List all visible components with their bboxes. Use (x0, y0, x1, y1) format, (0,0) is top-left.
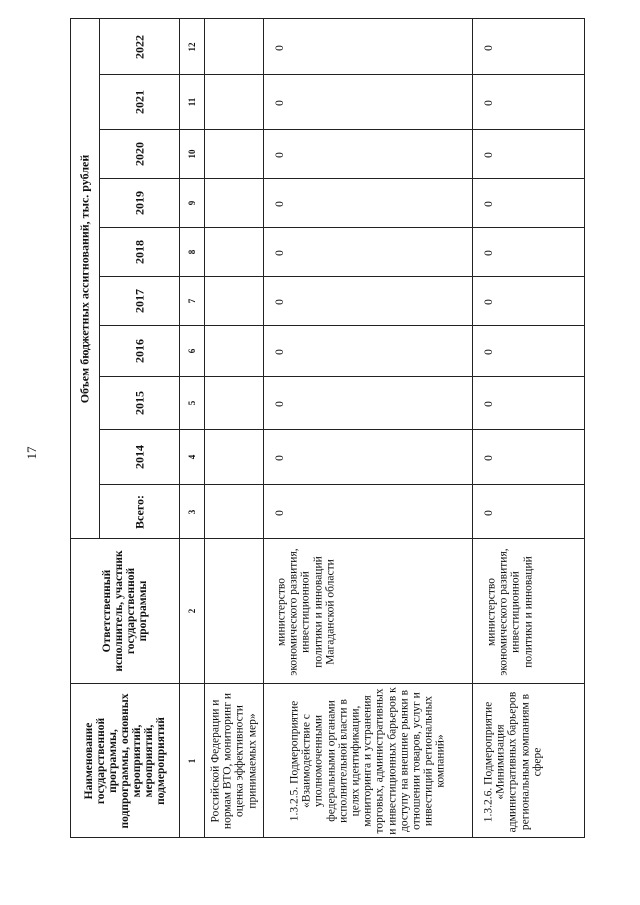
col-number (179, 538, 205, 684)
row2-value-cell (263, 429, 473, 485)
header-col1: Наименование государственной программы, подпрограммы, основных мероприятий, мероприятий, подмероприятий (83, 693, 167, 828)
row2-value-cell (263, 18, 473, 75)
row3-value: 0 (483, 100, 495, 106)
row3-value: 0 (483, 299, 495, 305)
row1-name: Российской Федерации и нормам ВТО, мониторинг и оценка эффективности принимаемых мер» (209, 692, 259, 829)
header-year-cell (99, 178, 180, 228)
row2-value: 0 (274, 201, 286, 207)
col-number-text: 8 (187, 249, 197, 255)
col-number-text: 7 (187, 298, 197, 304)
col-number-text: 4 (187, 454, 197, 460)
col-number-text: 2 (187, 608, 197, 614)
col-number-text: 3 (187, 509, 197, 514)
row2-value: 0 (274, 100, 286, 106)
header-total: Всего: (132, 494, 146, 529)
col-number (179, 178, 205, 228)
col-number-text: 6 (187, 348, 197, 354)
col-number (179, 429, 205, 485)
row3-name: 1.3.2.6. Подмероприятие «Минимизация административных барьеров региональным компаниям в сфере (482, 691, 544, 832)
col-number (179, 74, 205, 130)
header-year-cell (99, 376, 180, 430)
header-col1-cell (70, 683, 180, 838)
header-year-cell (99, 429, 180, 485)
row2-executor: министерство экономического развития, инвестиционной политики и инноваций Магаданской области (275, 548, 337, 676)
row3-value-cell (472, 227, 585, 277)
col-number-text: 12 (187, 42, 197, 51)
year-label: 2018 (132, 240, 146, 264)
row2-value-cell (263, 325, 473, 377)
row3-executor-cell (472, 538, 585, 684)
col-number (179, 18, 205, 75)
col-number (179, 376, 205, 430)
row3-name-cell (472, 683, 585, 838)
col-number-text: 11 (187, 97, 197, 107)
budget-title: Объем бюджетных ассигнований, тыс. рублей (77, 154, 92, 403)
row2-value-cell (263, 178, 473, 228)
year-label: 2020 (132, 142, 146, 166)
row3-value-cell (472, 178, 585, 228)
row1-value (204, 129, 264, 179)
row1-value (204, 276, 264, 326)
row1-value (204, 325, 264, 377)
row1-value (204, 74, 264, 130)
header-year-cell (99, 227, 180, 277)
row2-value-cell (263, 484, 473, 539)
header-year-cell (99, 276, 180, 326)
header-total-cell (99, 484, 180, 539)
row3-executor: министерство экономического развития, инвестиционной политики и инноваций (485, 548, 535, 676)
row3-value: 0 (483, 401, 495, 407)
row1-value (204, 178, 264, 228)
row1-name-cell (204, 683, 264, 838)
row2-value: 0 (274, 299, 286, 305)
row2-value: 0 (274, 44, 286, 51)
row2-value-cell (263, 74, 473, 130)
row3-value: 0 (483, 152, 495, 158)
row2-executor-cell (263, 538, 473, 684)
row1-value (204, 227, 264, 277)
row2-value: 0 (274, 349, 286, 355)
year-label: 2021 (132, 90, 146, 114)
row1-executor-cell (204, 538, 264, 684)
row3-value-cell (472, 429, 585, 485)
year-label: 2022 (132, 34, 146, 59)
row1-value (204, 484, 264, 539)
row1-value (204, 376, 264, 430)
row3-value: 0 (483, 201, 495, 207)
year-label: 2019 (132, 191, 146, 215)
row2-value-cell (263, 376, 473, 430)
col-number-text: 5 (187, 400, 197, 406)
row3-value: 0 (483, 509, 495, 516)
year-label: 2017 (132, 289, 146, 313)
row2-value: 0 (274, 401, 286, 407)
row3-value: 0 (483, 455, 495, 461)
row3-value: 0 (483, 44, 495, 51)
row2-value-cell (263, 227, 473, 277)
col-number (179, 683, 205, 838)
row2-value: 0 (274, 152, 286, 158)
header-col2: Ответственный исполнитель, участник государственной программы (101, 550, 149, 672)
col-number-text: 10 (187, 149, 197, 159)
row1-value (204, 429, 264, 485)
row3-value: 0 (483, 250, 495, 256)
header-year-cell (99, 18, 180, 75)
year-label: 2014 (132, 445, 146, 469)
row2-value: 0 (274, 509, 286, 516)
row2-value-cell (263, 129, 473, 179)
row3-value: 0 (483, 349, 495, 355)
row2-name-cell (263, 683, 473, 838)
row3-value-cell (472, 18, 585, 75)
row3-value-cell (472, 129, 585, 179)
header-col2-cell (70, 538, 180, 684)
col-number-text: 9 (187, 200, 197, 206)
col-number (179, 227, 205, 277)
row3-value-cell (472, 484, 585, 539)
row3-value-cell (472, 74, 585, 130)
row2-value: 0 (274, 250, 286, 256)
row3-value-cell (472, 325, 585, 377)
col-number (179, 276, 205, 326)
col-number (179, 129, 205, 179)
row3-value-cell (472, 376, 585, 430)
page-number: 17 (24, 446, 39, 460)
col-number-text: 1 (187, 758, 197, 763)
row2-value-cell (263, 276, 473, 326)
row2-value: 0 (274, 455, 286, 461)
budget-title-cell (70, 18, 100, 539)
header-year-cell (99, 74, 180, 130)
col-number (179, 484, 205, 539)
row3-value-cell (472, 276, 585, 326)
row1-value (204, 18, 264, 75)
header-year-cell (99, 325, 180, 377)
header-year-cell (99, 129, 180, 179)
year-label: 2015 (132, 391, 146, 415)
col-number (179, 325, 205, 377)
year-label: 2016 (132, 339, 146, 363)
row2-name: 1.3.2.5. Подмероприятие «Взаимодействие с уполномоченными федеральными органами исполнительной власти в целях идентификации, мониторинга и устранения торговых, административных и инвестиционных барьеров к доступу на внешние рынки в отношении товаров, услуг и инвестиций региональных компаний» (288, 686, 448, 835)
